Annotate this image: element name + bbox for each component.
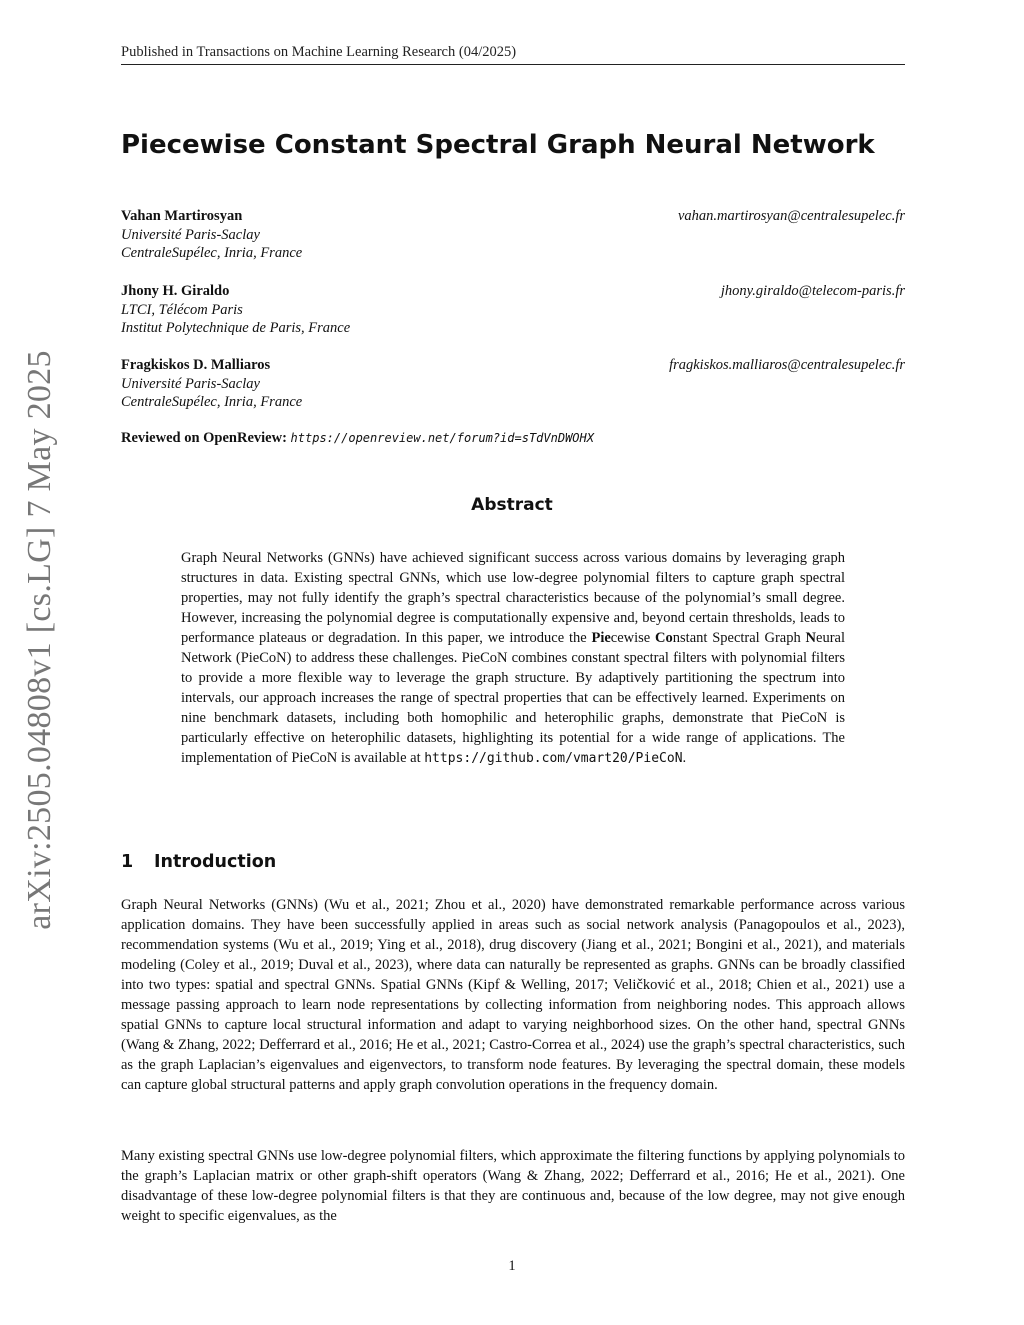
code-repository-link[interactable]: https://github.com/vmart20/PieCoN (424, 751, 683, 766)
author-email[interactable]: vahan.martirosyan@centralesupelec.fr (677, 208, 905, 224)
author-email[interactable]: jhony.giraldo@telecom-paris.fr (720, 283, 905, 299)
body-paragraph: Many existing spectral GNNs use low-degree polynomial filters, which approximate the filtering functions by applying polynomials to the graph’s Laplacian matrix or other graph-shift operators (Wang & Zhang, 2022; Defferrard et al., 2016; He et al., 2021). One disadvantage of these low-degree polynomial filters is that they are continuous and, because of the low degree, may not give enough weight to specific eigenvalues, as the (121, 1148, 905, 1224)
author-email[interactable]: fragkiskos.malliaros@centralesupelec.fr (669, 357, 905, 373)
abstract-acronym-bold: Pie (591, 630, 611, 646)
abstract-text: Graph Neural Networks (GNNs) have achieved significant success across various domains by leveraging graph structures in data. Existing spectral GNNs, which use low-degree polynomial filters to capture graph spectral properties, may not fully identify the graph’s spectral characteristics because of the polynomial’s small degree. However, increasing the polynomial degree is computationally expensive and, beyond certain thresholds, leads to performance plateaus or degradation. In this paper, we introduce the (181, 550, 845, 646)
section-number: 1 (121, 852, 134, 872)
arxiv-identifier-stamp[interactable]: arXiv:2505.04808v1 [cs.LG] 7 May 2025 (21, 350, 58, 930)
running-header: Published in Transactions on Machine Learning Research (04/2025) (121, 44, 905, 65)
abstract-paragraph (181, 548, 845, 769)
abstract-heading: Abstract (471, 495, 553, 515)
author-block (121, 282, 905, 338)
abstract-text: cewise (610, 630, 656, 646)
author-block (121, 356, 905, 412)
openreview-line (121, 430, 594, 447)
author-block (121, 207, 905, 263)
abstract-acronym-bold: N (805, 630, 817, 646)
openreview-label: Reviewed on OpenReview: (121, 430, 287, 446)
body-paragraph: Graph Neural Networks (GNNs) (Wu et al., 2021; Zhou et al., 2020) have demonstrated remarkable performance across various application domains. They have been successfully applied in areas such as social network analysis (Panagopoulos et al., 2023), recommendation systems (Wu et al., 2019; Ying et al., 2018), drug discovery (Jiang et al., 2021; Bongini et al., 2021), and materials modeling (Coley et al., 2019; Duval et al., 2023), where data can naturally be represented as graphs. GNNs can be broadly classified into two types: spatial and spectral GNNs. Spatial GNNs (Kipf & Welling, 2017; Veličković et al., 2018; Chien et al., 2021) use a message passing approach to learn node representations by collecting information from neighboring nodes. This approach allows spatial GNNs to capture local structural information and adapt to varying neighborhood sizes. On the other hand, spectral GNNs (Wang & Zhang, 2022; Defferrard et al., 2016; He et al., 2021; Castro-Correa et al., 2024) use the graph’s spectral characteristics, such as the graph Laplacian’s eigenvalues and eigenvectors, to transform node features. By leveraging the spectral domain, these models can capture global structural patterns and apply graph convolution operations in the frequency domain. (121, 897, 905, 1093)
author-affiliation: LTCI, Télécom Paris (121, 301, 243, 318)
abstract-text: . (682, 750, 687, 766)
page-number: 1 (508, 1258, 516, 1274)
openreview-link[interactable]: https://openreview.net/forum?id=sTdVnDWOHX (290, 431, 594, 445)
author-affiliation: Université Paris-Saclay (121, 375, 260, 392)
abstract-acronym-bold: Co (655, 630, 673, 646)
author-name: Fragkiskos D. Malliaros (121, 357, 271, 373)
abstract-text: eural Network (PieCoN) to address these challenges. PieCoN combines constant spectral filters with polynomial filters to provide a more flexible way to leverage the graph structure. By adaptively partitioning the spectrum into intervals, our approach increases the range of spectral properties that can be effectively learned. Experiments on nine benchmark datasets, including both homophilic and heterophilic graphs, demonstrate that PieCoN is particularly effective on heterophilic datasets, highlighting its potential for a wide range of applications. The implementation of PieCoN is available at (181, 630, 845, 766)
author-affiliation: Institut Polytechnique de Paris, France (121, 320, 351, 336)
author-affiliation: Université Paris-Saclay (121, 226, 260, 243)
author-name: Jhony H. Giraldo (121, 283, 230, 299)
abstract-text: nstant Spectral Graph (672, 630, 806, 646)
author-affiliation: CentraleSupélec, Inria, France (121, 394, 303, 410)
section-heading-introduction (121, 852, 276, 872)
author-affiliation: CentraleSupélec, Inria, France (121, 245, 303, 261)
section-title: Introduction (154, 852, 277, 872)
author-name: Vahan Martirosyan (121, 208, 243, 224)
paper-title: Piecewise Constant Spectral Graph Neural Network (121, 130, 875, 160)
